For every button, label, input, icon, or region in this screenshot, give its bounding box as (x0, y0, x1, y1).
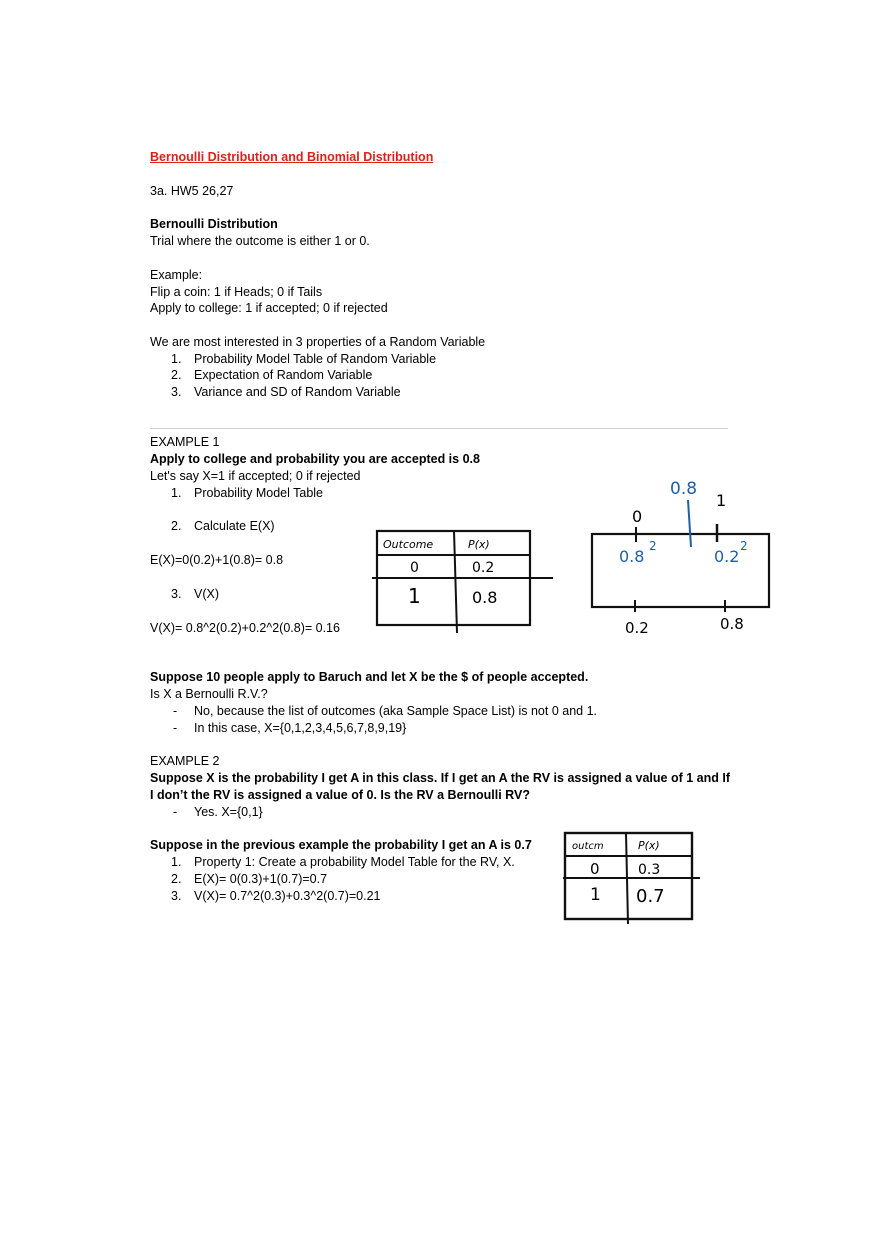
step-number: 3. (171, 587, 182, 601)
step-item: Probability Model Table (194, 486, 324, 500)
example-college: Apply to college: 1 if accepted; 0 if rejected (150, 301, 388, 315)
diagram-right-outcome: 1 (716, 491, 727, 510)
property-number: 1. (171, 352, 182, 366)
bernoulli-definition: Trial where the outcome is either 1 or 0. (150, 234, 370, 248)
table-cell: 0 (590, 860, 600, 878)
example2-answer: Yes. X={0,1} (194, 805, 263, 819)
step-number: 1. (171, 855, 182, 869)
property-item: Probability Model Table of Random Variable (194, 352, 437, 366)
diagram-right-square-base: 0.2 (714, 547, 740, 566)
step-item: Property 1: Create a probability Model Table for the RV, X. (194, 855, 515, 869)
property-item: Expectation of Random Variable (194, 368, 373, 382)
bernoulli-heading: Bernoulli Distribution (150, 217, 278, 231)
diagram-mean-line (688, 500, 691, 547)
step-number: 1. (171, 486, 182, 500)
example1-setup: Let's say X=1 if accepted; 0 if rejected (150, 469, 361, 483)
example2-label: EXAMPLE 2 (150, 754, 220, 768)
property-number: 2. (171, 368, 182, 382)
table-cell: 0.8 (472, 588, 498, 607)
properties-intro: We are most interested in 3 properties of a Random Variable (150, 335, 486, 349)
baruch-question: Suppose 10 people apply to Baruch and let X be the $ of people accepted. (150, 670, 589, 684)
example1-question: Apply to college and probability you are accepted is 0.8 (150, 452, 480, 466)
property-number: 3. (171, 385, 182, 399)
step-number: 2. (171, 872, 182, 886)
example-label: Example: (150, 268, 203, 282)
bullet-dash: - (173, 704, 178, 718)
example2-followup: Suppose in the previous example the probability I get an A is 0.7 (150, 838, 532, 852)
variance-result: V(X)= 0.8^2(0.2)+0.2^2(0.8)= 0.16 (150, 621, 340, 635)
table-header-outcome: Outcome (383, 538, 434, 551)
table-cell: 1 (408, 584, 421, 608)
step-item: V(X) (194, 587, 219, 601)
diagram-left-prob: 0.2 (625, 619, 649, 637)
example2-question-line1: Suppose X is the probability I get A in this class. If I get an A the RV is assigned a value of 1 and If (150, 771, 730, 785)
expectation-result: E(X)=0(0.2)+1(0.8)= 0.8 (150, 553, 284, 567)
table-cell: 1 (590, 885, 601, 905)
example-coin: Flip a coin: 1 if Heads; 0 if Tails (150, 285, 323, 299)
table-header-prob: P(x) (468, 538, 490, 551)
table-column-line (626, 833, 628, 924)
diagram-right-square-exp: 2 (740, 539, 748, 553)
table-cell: 0.2 (472, 560, 495, 576)
handwritten-variance-diagram (580, 472, 780, 642)
diagram-left-outcome: 0 (632, 507, 643, 526)
table-cell: 0 (410, 560, 419, 576)
handwritten-probability-table (370, 528, 560, 638)
bullet-dash: - (173, 805, 178, 819)
diagram-mean-label: 0.8 (670, 479, 698, 499)
table-column-line (454, 531, 457, 633)
property-item: Variance and SD of Random Variable (194, 385, 401, 399)
step-item: V(X)= 0.7^2(0.3)+0.3^2(0.7)=0.21 (194, 889, 381, 903)
table-cell: 0.3 (638, 862, 661, 878)
step-item: Calculate E(X) (194, 519, 275, 533)
bullet-item: No, because the list of outcomes (aka Sample Space List) is not 0 and 1. (194, 704, 597, 718)
example1-label: EXAMPLE 1 (150, 435, 220, 449)
table-header-outcome: outcm (572, 841, 604, 852)
diagram-left-square-base: 0.8 (619, 547, 645, 566)
bullet-item: In this case, X={0,1,2,3,4,5,6,7,8,9,19} (194, 721, 407, 735)
handwritten-probability-table-2 (560, 828, 710, 928)
horizontal-divider (150, 428, 728, 429)
step-number: 2. (171, 519, 182, 533)
example2-question-line2: I don’t the RV is assigned a value of 0. Is the RV a Bernoulli RV? (150, 788, 530, 802)
table-header-prob: P(x) (638, 839, 660, 852)
page-title: Bernoulli Distribution and Binomial Distribution (150, 150, 434, 164)
table-cell: 0.7 (636, 886, 665, 907)
homework-reference: 3a. HW5 26,27 (150, 184, 234, 198)
step-number: 3. (171, 889, 182, 903)
baruch-ask: Is X a Bernoulli R.V.? (150, 687, 268, 701)
diagram-right-prob: 0.8 (720, 615, 744, 633)
step-item: E(X)= 0(0.3)+1(0.7)=0.7 (194, 872, 328, 886)
diagram-left-square-exp: 2 (649, 539, 657, 553)
bullet-dash: - (173, 721, 178, 735)
